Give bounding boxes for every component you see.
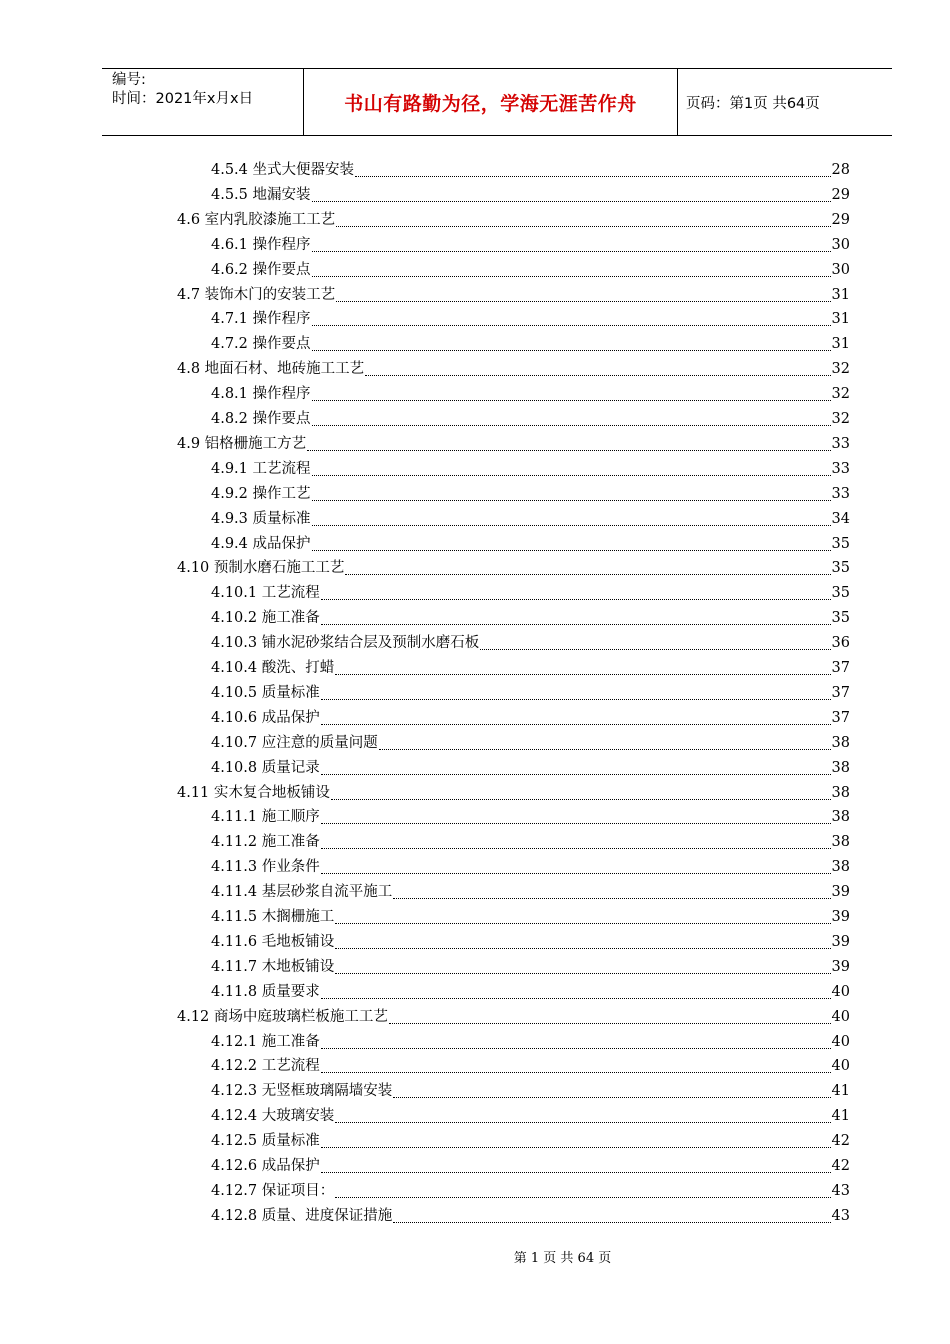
toc-dot-leader — [312, 236, 831, 252]
toc-entry[interactable] — [177, 284, 850, 306]
toc-entry-page-number: 41 — [831, 1108, 850, 1125]
toc-entry-title: 4.9.1 工艺流程 — [211, 460, 311, 477]
toc-entry-title: 4.12.3 无竖框玻璃隔墙安装 — [211, 1083, 393, 1100]
toc-dot-leader — [393, 1207, 830, 1223]
toc-dot-leader — [379, 734, 831, 750]
toc-entry[interactable] — [211, 1080, 850, 1102]
toc-entry-title: 4.9.2 操作工艺 — [211, 485, 311, 502]
toc-entry[interactable] — [211, 1105, 850, 1127]
toc-dot-leader — [389, 1008, 831, 1024]
toc-entry-page-number: 35 — [831, 560, 850, 577]
toc-entry[interactable] — [211, 458, 850, 480]
toc-entry[interactable] — [177, 358, 850, 380]
toc-entry[interactable] — [211, 1205, 850, 1227]
toc-entry-title: 4.12.5 质量标准 — [211, 1133, 320, 1150]
toc-entry-page-number: 35 — [831, 585, 850, 602]
toc-dot-leader — [312, 485, 831, 501]
toc-entry-title: 4.12.7 保证项目： — [211, 1182, 335, 1199]
toc-entry-title: 4.12.2 工艺流程 — [211, 1058, 320, 1075]
toc-entry[interactable] — [211, 308, 850, 330]
toc-entry[interactable] — [211, 856, 850, 878]
toc-entry-page-number: 31 — [831, 286, 850, 303]
toc-entry-title: 4.7.1 操作程序 — [211, 311, 311, 328]
toc-dot-leader — [312, 385, 831, 401]
toc-entry-title: 4.9 铝格栅施工方艺 — [177, 435, 307, 452]
toc-entry-title: 4.8.1 操作程序 — [211, 386, 311, 403]
toc-entry-page-number: 42 — [831, 1133, 850, 1150]
toc-entry[interactable] — [211, 831, 850, 853]
toc-entry[interactable] — [177, 433, 850, 455]
toc-entry[interactable] — [211, 881, 850, 903]
toc-entry-title: 4.11.5 木搁栅施工 — [211, 909, 335, 925]
toc-dot-leader — [321, 684, 831, 700]
toc-entry-page-number: 34 — [831, 510, 850, 527]
toc-dot-leader — [321, 759, 831, 775]
toc-dot-leader — [321, 709, 831, 725]
toc-dot-leader — [321, 1157, 831, 1173]
toc-entry-page-number: 38 — [831, 859, 850, 876]
toc-entry[interactable] — [211, 1031, 850, 1053]
toc-dot-leader — [312, 460, 831, 476]
toc-entry-page-number: 35 — [831, 535, 850, 552]
toc-dot-leader — [312, 310, 831, 326]
toc-entry[interactable] — [211, 931, 850, 953]
page-header — [102, 68, 892, 136]
toc-entry-title: 4.12.1 施工准备 — [211, 1033, 320, 1050]
toc-dot-leader — [321, 1033, 831, 1049]
toc-entry-page-number: 38 — [831, 809, 850, 826]
toc-entry-page-number: 30 — [831, 236, 850, 253]
toc-entry-page-number: 39 — [831, 958, 850, 975]
toc-entry-page-number: 29 — [831, 186, 850, 203]
toc-dot-leader — [331, 784, 831, 800]
toc-entry-title: 4.10.7 应注意的质量问题 — [211, 734, 378, 751]
toc-entry-title: 4.8.2 操作要点 — [211, 411, 311, 427]
toc-dot-leader — [321, 1132, 831, 1148]
toc-entry[interactable] — [177, 209, 850, 231]
toc-entry-page-number: 39 — [831, 909, 850, 925]
toc-entry-page-number: 43 — [831, 1207, 850, 1224]
toc-entry-title: 4.11.3 作业条件 — [211, 859, 320, 876]
toc-dot-leader — [336, 286, 830, 302]
toc-entry[interactable] — [211, 184, 850, 206]
header-motto: 书山有路勤为径，学海无涯苦作舟 — [304, 69, 678, 135]
toc-entry-title: 4.9.3 质量标准 — [211, 510, 311, 527]
toc-entry-page-number: 33 — [831, 435, 850, 452]
toc-entry-title: 4.11 实木复合地板铺设 — [177, 784, 330, 801]
toc-dot-leader — [312, 510, 831, 526]
toc-dot-leader — [321, 609, 831, 625]
toc-entry-title: 4.11.1 施工顺序 — [211, 809, 320, 826]
toc-entry[interactable] — [211, 732, 850, 754]
toc-entry[interactable] — [211, 408, 850, 430]
toc-entry-title: 4.12.6 成品保护 — [211, 1158, 320, 1174]
toc-dot-leader — [321, 584, 831, 600]
toc-entry-page-number: 38 — [831, 784, 850, 801]
toc-dot-leader — [335, 958, 830, 974]
toc-dot-leader — [321, 808, 831, 824]
toc-entry-title: 4.8 地面石材、地砖施工工艺 — [177, 361, 365, 378]
toc-dot-leader — [321, 1057, 831, 1073]
toc-entry-title: 4.10.2 施工准备 — [211, 610, 320, 627]
toc-dot-leader — [365, 360, 830, 376]
toc-entry-page-number: 32 — [831, 361, 850, 378]
toc-entry[interactable] — [211, 1155, 850, 1177]
toc-entry-page-number: 37 — [831, 660, 850, 676]
toc-dot-leader — [335, 1107, 830, 1123]
toc-entry-title: 4.11.7 木地板铺设 — [211, 958, 335, 975]
toc-entry[interactable] — [211, 508, 850, 530]
toc-dot-leader — [321, 833, 831, 849]
header-info-cell — [102, 69, 304, 135]
toc-entry-page-number: 29 — [831, 211, 850, 228]
toc-entry[interactable] — [211, 981, 850, 1003]
toc-entry-page-number: 40 — [831, 1033, 850, 1050]
toc-dot-leader — [355, 161, 831, 177]
toc-entry-title: 4.12.4 大玻璃安装 — [211, 1108, 335, 1125]
toc-dot-leader — [312, 410, 831, 426]
toc-entry[interactable] — [211, 707, 850, 729]
toc-entry[interactable] — [211, 657, 850, 679]
toc-entry-title: 4.11.4 基层砂浆自流平施工 — [211, 884, 393, 901]
toc-entry-title: 4.10.6 成品保护 — [211, 709, 320, 726]
toc-entry[interactable] — [211, 757, 850, 779]
toc-entry-title: 4.10.8 质量记录 — [211, 759, 320, 776]
toc-entry-title: 4.10.4 酸洗、打蜡 — [211, 660, 335, 676]
toc-entry[interactable] — [211, 159, 850, 181]
document-time-label: 时间：2021年x月x日 — [112, 91, 254, 107]
toc-entry-page-number: 35 — [831, 610, 850, 627]
toc-entry[interactable] — [211, 956, 850, 978]
toc-entry[interactable] — [211, 682, 850, 704]
toc-entry-page-number: 30 — [831, 261, 850, 278]
toc-entry-title: 4.10.5 质量标准 — [211, 684, 320, 701]
toc-entry[interactable] — [211, 383, 850, 405]
toc-entry-title: 4.11.8 质量要求 — [211, 983, 320, 1000]
toc-entry-page-number: 37 — [831, 684, 850, 701]
toc-entry-page-number: 39 — [831, 884, 850, 901]
toc-entry-page-number: 40 — [831, 1008, 850, 1025]
toc-entry-page-number: 28 — [831, 162, 850, 178]
toc-entry[interactable] — [211, 607, 850, 629]
toc-entry-title: 4.12.8 质量、进度保证措施 — [211, 1207, 393, 1224]
header-page-code: 页码：第1页 共64页 — [686, 95, 820, 112]
toc-dot-leader — [321, 858, 831, 874]
toc-entry[interactable] — [211, 259, 850, 281]
toc-entry-page-number: 38 — [831, 759, 850, 776]
toc-dot-leader — [345, 559, 830, 575]
toc-entry-page-number: 31 — [831, 336, 850, 353]
toc-dot-leader — [335, 1182, 830, 1198]
toc-entry[interactable] — [211, 1130, 850, 1152]
toc-dot-leader — [312, 186, 831, 202]
toc-entry-title: 4.9.4 成品保护 — [211, 535, 311, 552]
toc-dot-leader — [312, 335, 831, 351]
toc-entry-page-number: 39 — [831, 933, 850, 950]
toc-entry-page-number: 37 — [831, 709, 850, 726]
toc-entry-title: 4.10.3 铺水泥砂浆结合层及预制水磨石板 — [211, 635, 480, 652]
toc-entry-page-number: 38 — [831, 834, 850, 851]
toc-entry-page-number: 42 — [831, 1158, 850, 1174]
toc-entry-page-number: 40 — [831, 983, 850, 1000]
toc-dot-leader — [321, 983, 831, 999]
toc-entry-title: 4.6.2 操作要点 — [211, 261, 311, 278]
toc-entry-title: 4.11.2 施工准备 — [211, 834, 320, 851]
toc-dot-leader — [393, 883, 830, 899]
toc-entry-title: 4.5.4 坐式大便器安装 — [211, 162, 355, 178]
toc-entry-page-number: 40 — [831, 1058, 850, 1075]
toc-entry[interactable] — [211, 906, 850, 928]
toc-entry-page-number: 43 — [831, 1182, 850, 1199]
toc-entry[interactable] — [211, 483, 850, 505]
toc-entry[interactable] — [211, 582, 850, 604]
page-footer: 第 1 页 共 64 页 — [513, 1251, 612, 1266]
toc-dot-leader — [335, 908, 830, 924]
toc-entry[interactable] — [177, 782, 850, 804]
toc-entry-page-number: 32 — [831, 386, 850, 403]
toc-entry-title: 4.5.5 地漏安装 — [211, 186, 311, 203]
toc-entry-title: 4.7 装饰木门的安装工艺 — [177, 286, 336, 303]
toc-entry-title: 4.10.1 工艺流程 — [211, 585, 320, 602]
toc-entry[interactable] — [211, 632, 850, 654]
toc-dot-leader — [307, 435, 830, 451]
toc-dot-leader — [393, 1082, 830, 1098]
toc-entry[interactable] — [211, 806, 850, 828]
toc-entry[interactable] — [211, 533, 850, 555]
toc-entry-title: 4.11.6 毛地板铺设 — [211, 933, 335, 950]
toc-entry-page-number: 36 — [831, 635, 850, 652]
toc-dot-leader — [312, 261, 831, 277]
toc-entry-page-number: 41 — [831, 1083, 850, 1100]
toc-entry[interactable] — [177, 1006, 850, 1028]
toc-dot-leader — [480, 634, 830, 650]
toc-dot-leader — [312, 535, 831, 551]
document-number-label: 编号: — [112, 72, 146, 88]
toc-entry[interactable] — [211, 1180, 850, 1202]
toc-dot-leader — [336, 211, 830, 227]
toc-entry-title: 4.7.2 操作要点 — [211, 336, 311, 353]
toc-entry[interactable] — [211, 234, 850, 256]
toc-entry-title: 4.6 室内乳胶漆施工工艺 — [177, 211, 336, 228]
toc-entry-page-number: 33 — [831, 460, 850, 477]
toc-entry-page-number: 38 — [831, 734, 850, 751]
toc-entry[interactable] — [211, 1055, 850, 1077]
toc-entry-title: 4.12 商场中庭玻璃栏板施工工艺 — [177, 1008, 388, 1025]
toc-dot-leader — [335, 659, 830, 675]
toc-entry-title: 4.6.1 操作程序 — [211, 236, 311, 253]
toc-entry[interactable] — [177, 557, 850, 579]
toc-entry-page-number: 31 — [831, 311, 850, 328]
toc-entry[interactable] — [211, 333, 850, 355]
toc-entry-title: 4.10 预制水磨石施工工艺 — [177, 560, 345, 577]
toc-dot-leader — [335, 933, 830, 949]
toc-entry-page-number: 33 — [831, 485, 850, 502]
toc-entry-page-number: 32 — [831, 411, 850, 427]
